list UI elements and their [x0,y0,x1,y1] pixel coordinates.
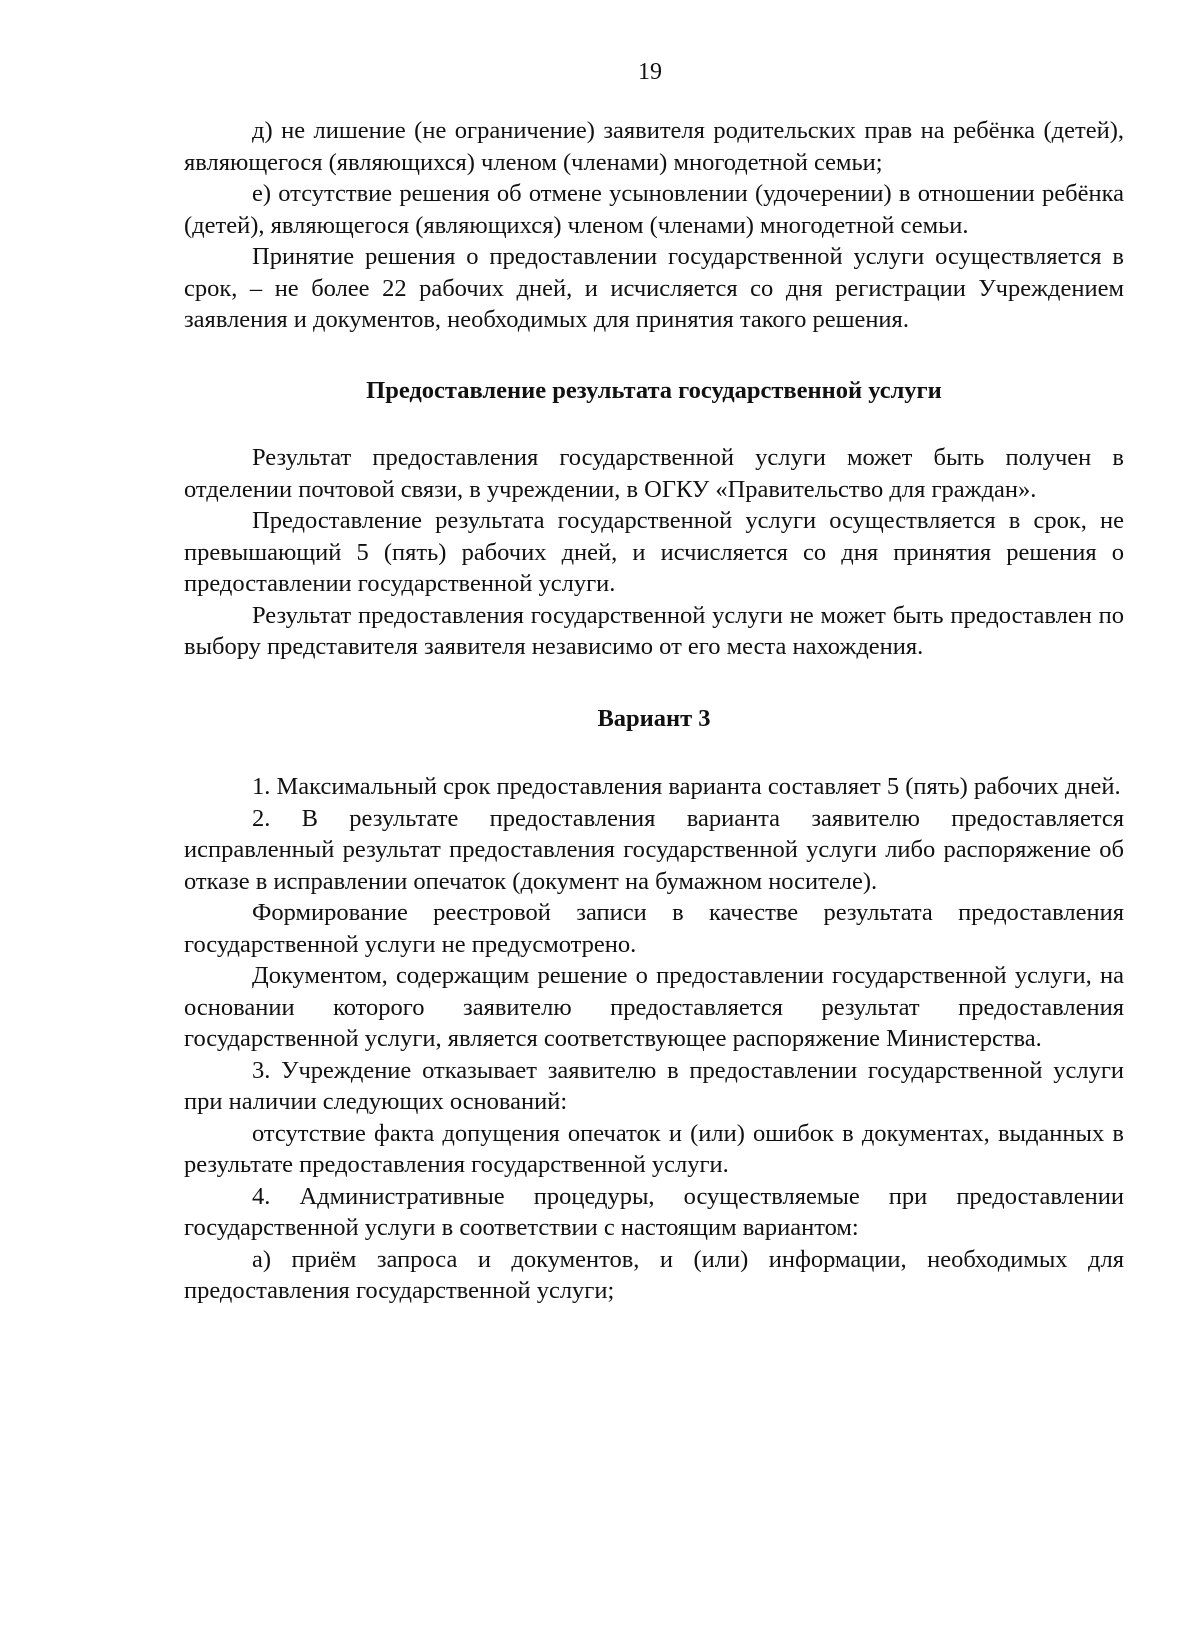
paragraph-variant-2: 2. В результате предоставления варианта заявителю предоставляется исправленный результат предоставления государственной услуги либо распоряжение об отказе в исправлении опечаток (документ на бумажном носителе). [184,804,1124,895]
section-heading-variant: Вариант 3 [597,704,711,732]
paragraph-item-e: е) отсутствие решения об отмене усыновлении (удочерении) в отношении ребёнка (детей), являющегося (являющихся) членом (членами) многодетной семьи. [184,180,1124,239]
paragraph-decision-deadline: Принятие решения о предоставлении государственной услуги осуществляется в срок, – не более 22 рабочих дней, и исчисляется со дня регистрации Учреждением заявления и документов, необходимых для принятия такого решения. [184,243,1124,333]
paragraph-result-location: Результат предоставления государственной услуги не может быть предоставлен по выбору представителя заявителя независимо от его места нахождения. [184,601,1124,660]
paragraph-result-delivery: Результат предоставления государственной услуги может быть получен в отделении почтовой связи, в учреждении, в ОГКУ «Правительство для граждан». [184,444,1124,503]
paragraph-refusal-ground: отсутствие факта допущения опечаток и (или) ошибок в документах, выданных в результате предоставления государственной услуги. [184,1119,1124,1178]
document-body [184,115,1124,1307]
paragraph-item-d: д) не лишение (не ограничение) заявителя родительских прав на ребёнка (детей), являющегося (являющихся) членом (членами) многодетной семьи; [184,117,1124,176]
paragraph-variant-4: 4. Административные процедуры, осуществляемые при предоставлении государственной услуги в соответствии с настоящим вариантом: [184,1182,1124,1241]
paragraph-decision-document: Документом, содержащим решение о предоставлении государственной услуги, на основании которого заявителю предоставляется результат предоставления государственной услуги, является соответствующее распоряжение Министерства. [184,962,1124,1052]
paragraph-registry-record: Формирование реестровой записи в качестве результата предоставления государственной услуги не предусмотрено. [184,899,1124,958]
page-number: 19 [638,59,662,85]
section-heading-result: Предоставление результата государственной услуги [366,376,942,404]
paragraph-variant-3: 3. Учреждение отказывает заявителю в предоставлении государственной услуги при наличии следующих оснований: [184,1056,1124,1115]
paragraph-procedure-a: а) приём запроса и документов, и (или) информации, необходимых для предоставления государственной услуги; [184,1245,1124,1304]
paragraph-variant-1: 1. Максимальный срок предоставления варианта составляет 5 (пять) рабочих дней. [252,773,1121,800]
paragraph-result-deadline: Предоставление результата государственной услуги осуществляется в срок, не превышающий 5 (пять) рабочих дней, и исчисляется со дня принятия решения о предоставлении государственной услуги. [184,507,1124,597]
